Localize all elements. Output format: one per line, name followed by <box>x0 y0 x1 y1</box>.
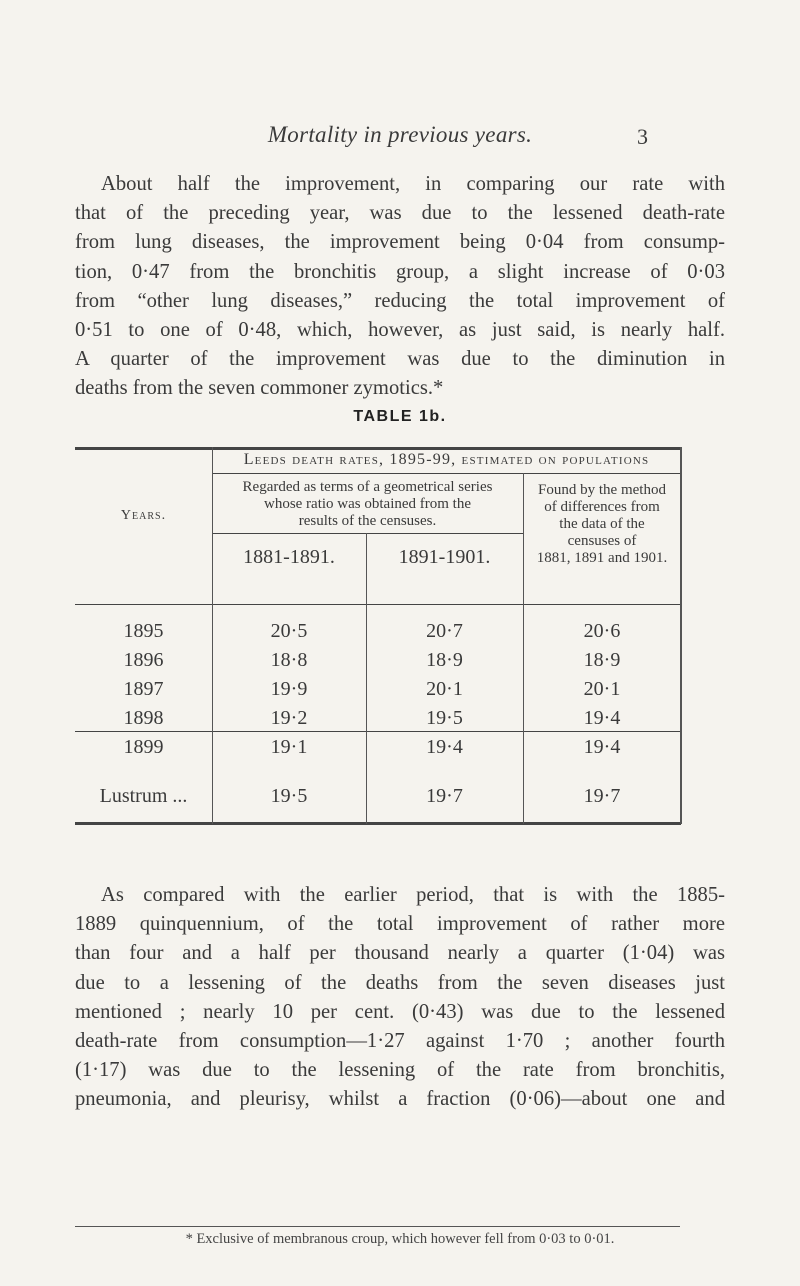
para2-line: (1·17) was due to the lessening of the rate from bronchitis, <box>75 1059 725 1082</box>
row-value-1881: 19·1 <box>270 736 308 758</box>
years-column-header: Years. <box>120 508 167 523</box>
para1-line: About half the improvement, in comparing our rate with <box>101 173 725 195</box>
subheader-1891-1901: 1891-1901. <box>398 546 491 568</box>
table-col-rule <box>212 447 213 824</box>
row-value-1891: 18·9 <box>426 649 463 671</box>
table-col-rule <box>366 533 367 824</box>
para2-line: As compared with the earlier period, that is with the 1885- <box>101 884 725 906</box>
table-col-rule <box>680 447 682 824</box>
row-value-1891: 20·1 <box>426 678 463 700</box>
running-head <box>0 122 800 152</box>
differences-method-header: Found by the method of differences from the data of the censuses of 1881, 1891 and 1901. <box>536 482 668 566</box>
para1-line: deaths from the seven commoner zymotics.* <box>75 377 444 400</box>
table-bottom-rule <box>75 822 681 825</box>
row-value-differences: 20·6 <box>583 620 621 642</box>
para1-line: that of the preceding year, was due to the lessened death-rate <box>75 202 725 225</box>
footnote-rule <box>75 1226 680 1227</box>
row-value-differences: 18·9 <box>583 649 621 671</box>
para2-line: 1889 quinquennium, of the total improvement of rather more <box>75 913 725 936</box>
row-year: 1897 <box>123 678 164 700</box>
table-rule <box>212 473 681 474</box>
row-value-1881: 20·5 <box>270 620 308 642</box>
row-value-differences: 19·4 <box>583 707 621 729</box>
footnote: * Exclusive of membranous croup, which however fell from 0·03 to 0·01. <box>185 1231 615 1247</box>
table-rule <box>212 533 523 534</box>
group-header: Leeds death rates, 1895-99, estimated on populations <box>243 451 650 468</box>
para2-line: mentioned ; nearly 10 per cent. (0·43) was due to the lessened <box>75 1000 725 1023</box>
para1-line: from “other lung diseases,” reducing the total improvement of <box>75 289 725 312</box>
row-value-differences: 20·1 <box>583 678 621 700</box>
para1-line: tion, 0·47 from the bronchitis group, a slight increase of 0·03 <box>75 260 725 283</box>
row-year: 1896 <box>123 649 164 671</box>
para2-line: pneumonia, and pleurisy, whilst a fraction (0·06)—about one and <box>75 1088 725 1111</box>
row-value-1891: 19·5 <box>426 707 463 729</box>
para2-line: death-rate from consumption—1·27 against 1·70 ; another fourth <box>75 1030 725 1053</box>
row-year: 1898 <box>123 707 164 729</box>
para1-line: 0·51 to one of 0·48, which, however, as just said, is nearly half. <box>75 319 725 342</box>
row-value-differences: 19·4 <box>583 736 621 758</box>
row-value-1891: 20·7 <box>426 620 463 642</box>
row-year: 1899 <box>123 736 164 758</box>
para2-line: due to a lessening of the deaths from the seven diseases just <box>75 971 725 994</box>
table-col-rule <box>523 473 524 824</box>
running-title: Mortality in previous years. <box>267 122 533 147</box>
geometric-series-header: Regarded as terms of a geometrical series whose ratio was obtained from the results of the censuses. <box>242 479 493 529</box>
row-value-1881: 18·8 <box>270 649 308 671</box>
table-caption: TABLE 1b. <box>353 408 447 425</box>
row-value-1881: 19·2 <box>270 707 308 729</box>
lustrum-value-differences: 19·7 <box>583 785 621 807</box>
table-top-rule <box>75 447 681 450</box>
para1-line: A quarter of the improvement was due to the diminution in <box>75 348 725 371</box>
row-value-1891: 19·4 <box>426 736 463 758</box>
subheader-1881-1891: 1881-1891. <box>243 546 335 568</box>
para1-line: from lung diseases, the improvement being 0·04 from consump- <box>75 231 725 254</box>
row-year: 1895 <box>123 620 164 642</box>
paragraph-1 <box>75 170 725 404</box>
lustrum-value-1881: 19·5 <box>270 785 308 807</box>
table-rule <box>75 731 681 732</box>
lustrum-value-1891: 19·7 <box>426 785 463 807</box>
page-number: 3 <box>637 124 648 149</box>
row-value-1881: 19·9 <box>270 678 308 700</box>
paragraph-2 <box>75 881 725 1115</box>
para2-line: than four and a half per thousand nearly a quarter (1·04) was <box>75 942 725 965</box>
table-rule <box>75 604 681 605</box>
lustrum-label: Lustrum ... <box>99 785 188 807</box>
